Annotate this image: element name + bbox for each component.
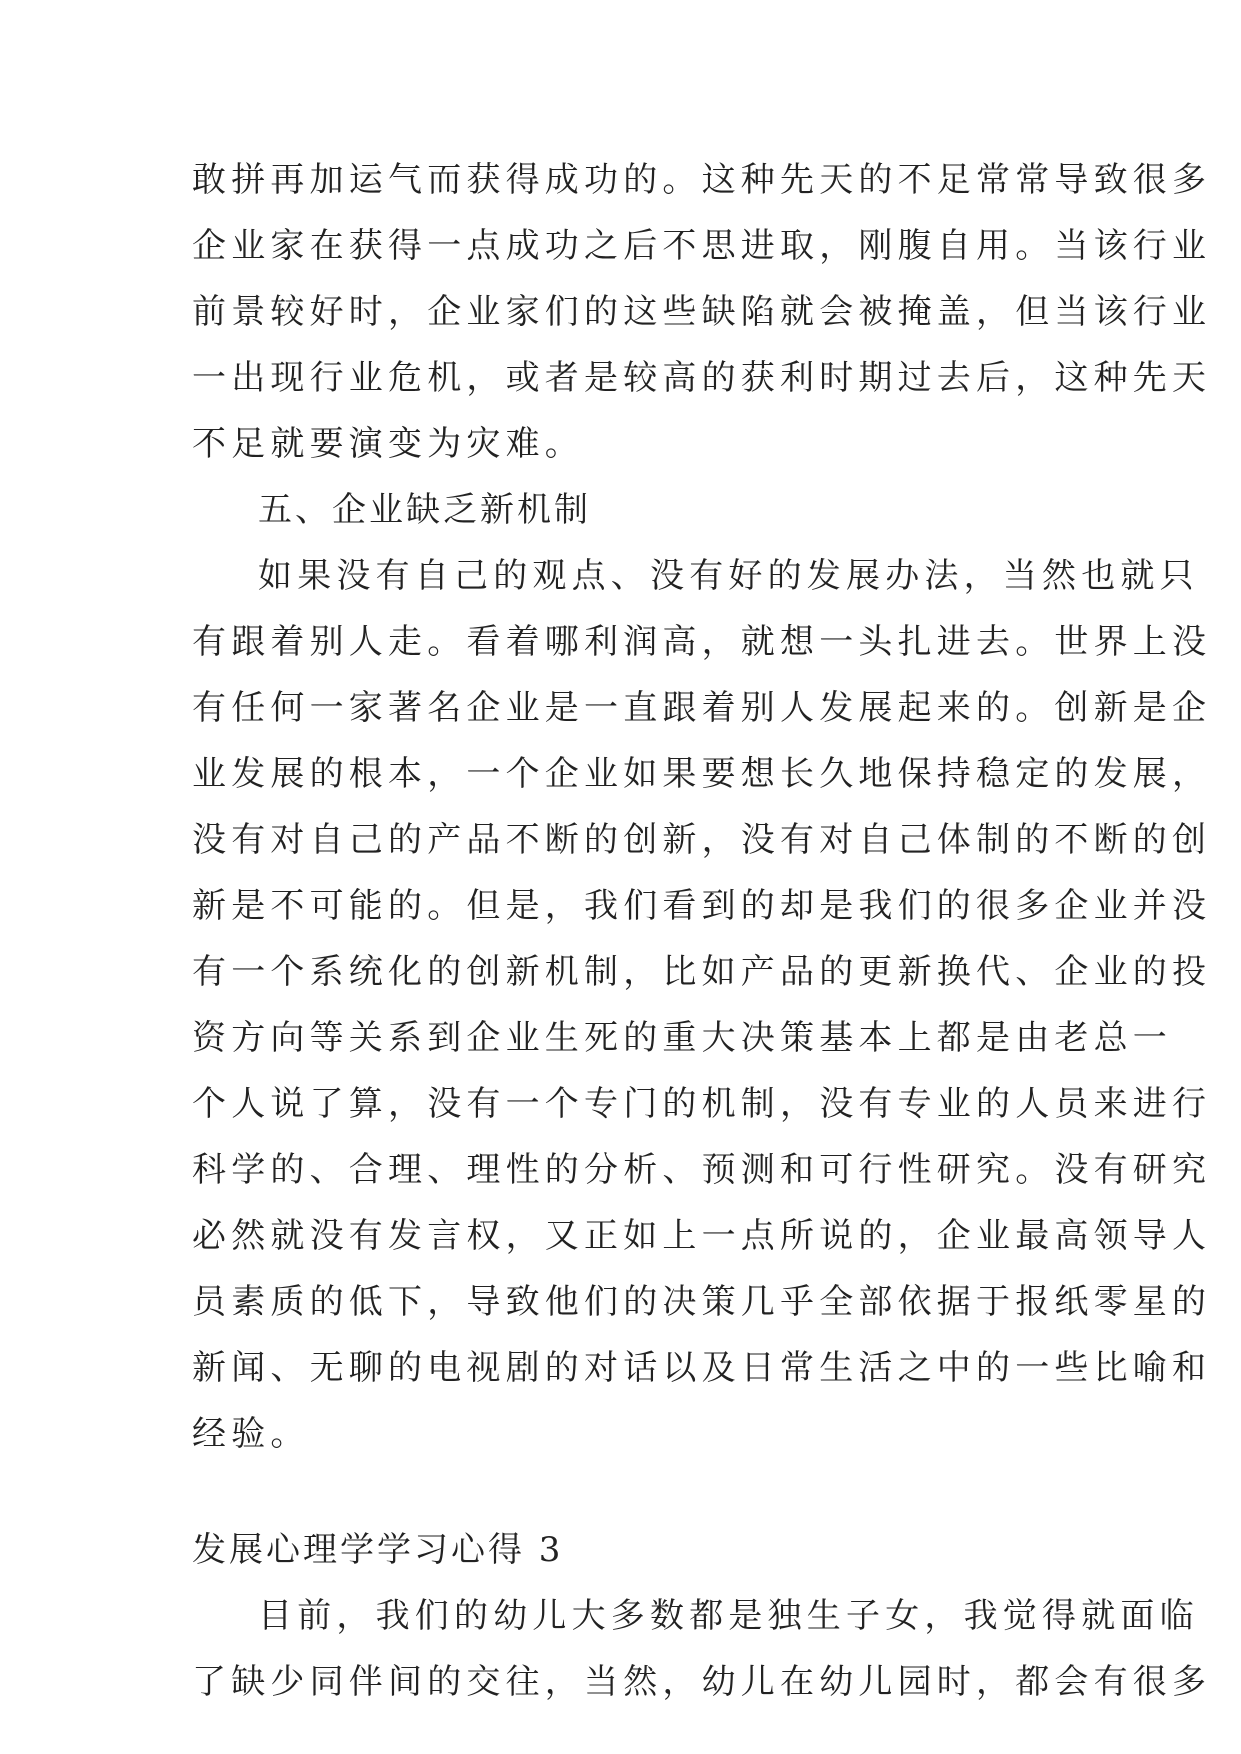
paragraph-line: 员素质的低下，导致他们的决策几乎全部依据于报纸零星的	[192, 1282, 1212, 1322]
paragraph-line: 了缺少同伴间的交往，当然，幼儿在幼儿园时，都会有很多	[192, 1662, 1212, 1702]
paragraph-line: 有任何一家著名企业是一直跟着别人发展起来的。创新是企	[192, 688, 1212, 728]
paragraph-line: 目前，我们的幼儿大多数都是独生子女，我觉得就面临	[258, 1596, 1199, 1636]
paragraph-line: 科学的、合理、理性的分析、预测和可行性研究。没有研究	[192, 1150, 1212, 1190]
article-title: 发展心理学学习心得 3	[192, 1530, 564, 1570]
paragraph-line: 敢拼再加运气而获得成功的。这种先天的不足常常导致很多	[192, 160, 1212, 200]
paragraph-line: 必然就没有发言权，又正如上一点所说的，企业最高领导人	[192, 1216, 1212, 1256]
paragraph-line: 个人说了算，没有一个专门的机制，没有专业的人员来进行	[192, 1084, 1212, 1124]
paragraph-line: 一出现行业危机，或者是较高的获利时期过去后，这种先天	[192, 358, 1212, 398]
paragraph-line: 有跟着别人走。看着哪利润高，就想一头扎进去。世界上没	[192, 622, 1212, 662]
paragraph-line: 有一个系统化的创新机制，比如产品的更新换代、企业的投	[192, 952, 1212, 992]
paragraph-line: 如果没有自己的观点、没有好的发展办法，当然也就只	[258, 556, 1199, 596]
paragraph-line: 企业家在获得一点成功之后不思进取，刚腹自用。当该行业	[192, 226, 1212, 266]
paragraph-line: 不足就要演变为灾难。	[192, 424, 584, 464]
paragraph-line: 没有对自己的产品不断的创新，没有对自己体制的不断的创	[192, 820, 1212, 860]
paragraph-line: 前景较好时，企业家们的这些缺陷就会被掩盖，但当该行业	[192, 292, 1212, 332]
paragraph-line: 业发展的根本，一个企业如果要想长久地保持稳定的发展，	[192, 754, 1212, 794]
paragraph-line: 经验。	[192, 1414, 310, 1454]
paragraph-line: 新闻、无聊的电视剧的对话以及日常生活之中的一些比喻和	[192, 1348, 1212, 1388]
paragraph-line: 资方向等关系到企业生死的重大决策基本上都是由老总一	[192, 1018, 1172, 1058]
section-heading: 五、企业缺乏新机制	[258, 490, 591, 530]
paragraph-line: 新是不可能的。但是，我们看到的却是我们的很多企业并没	[192, 886, 1212, 926]
